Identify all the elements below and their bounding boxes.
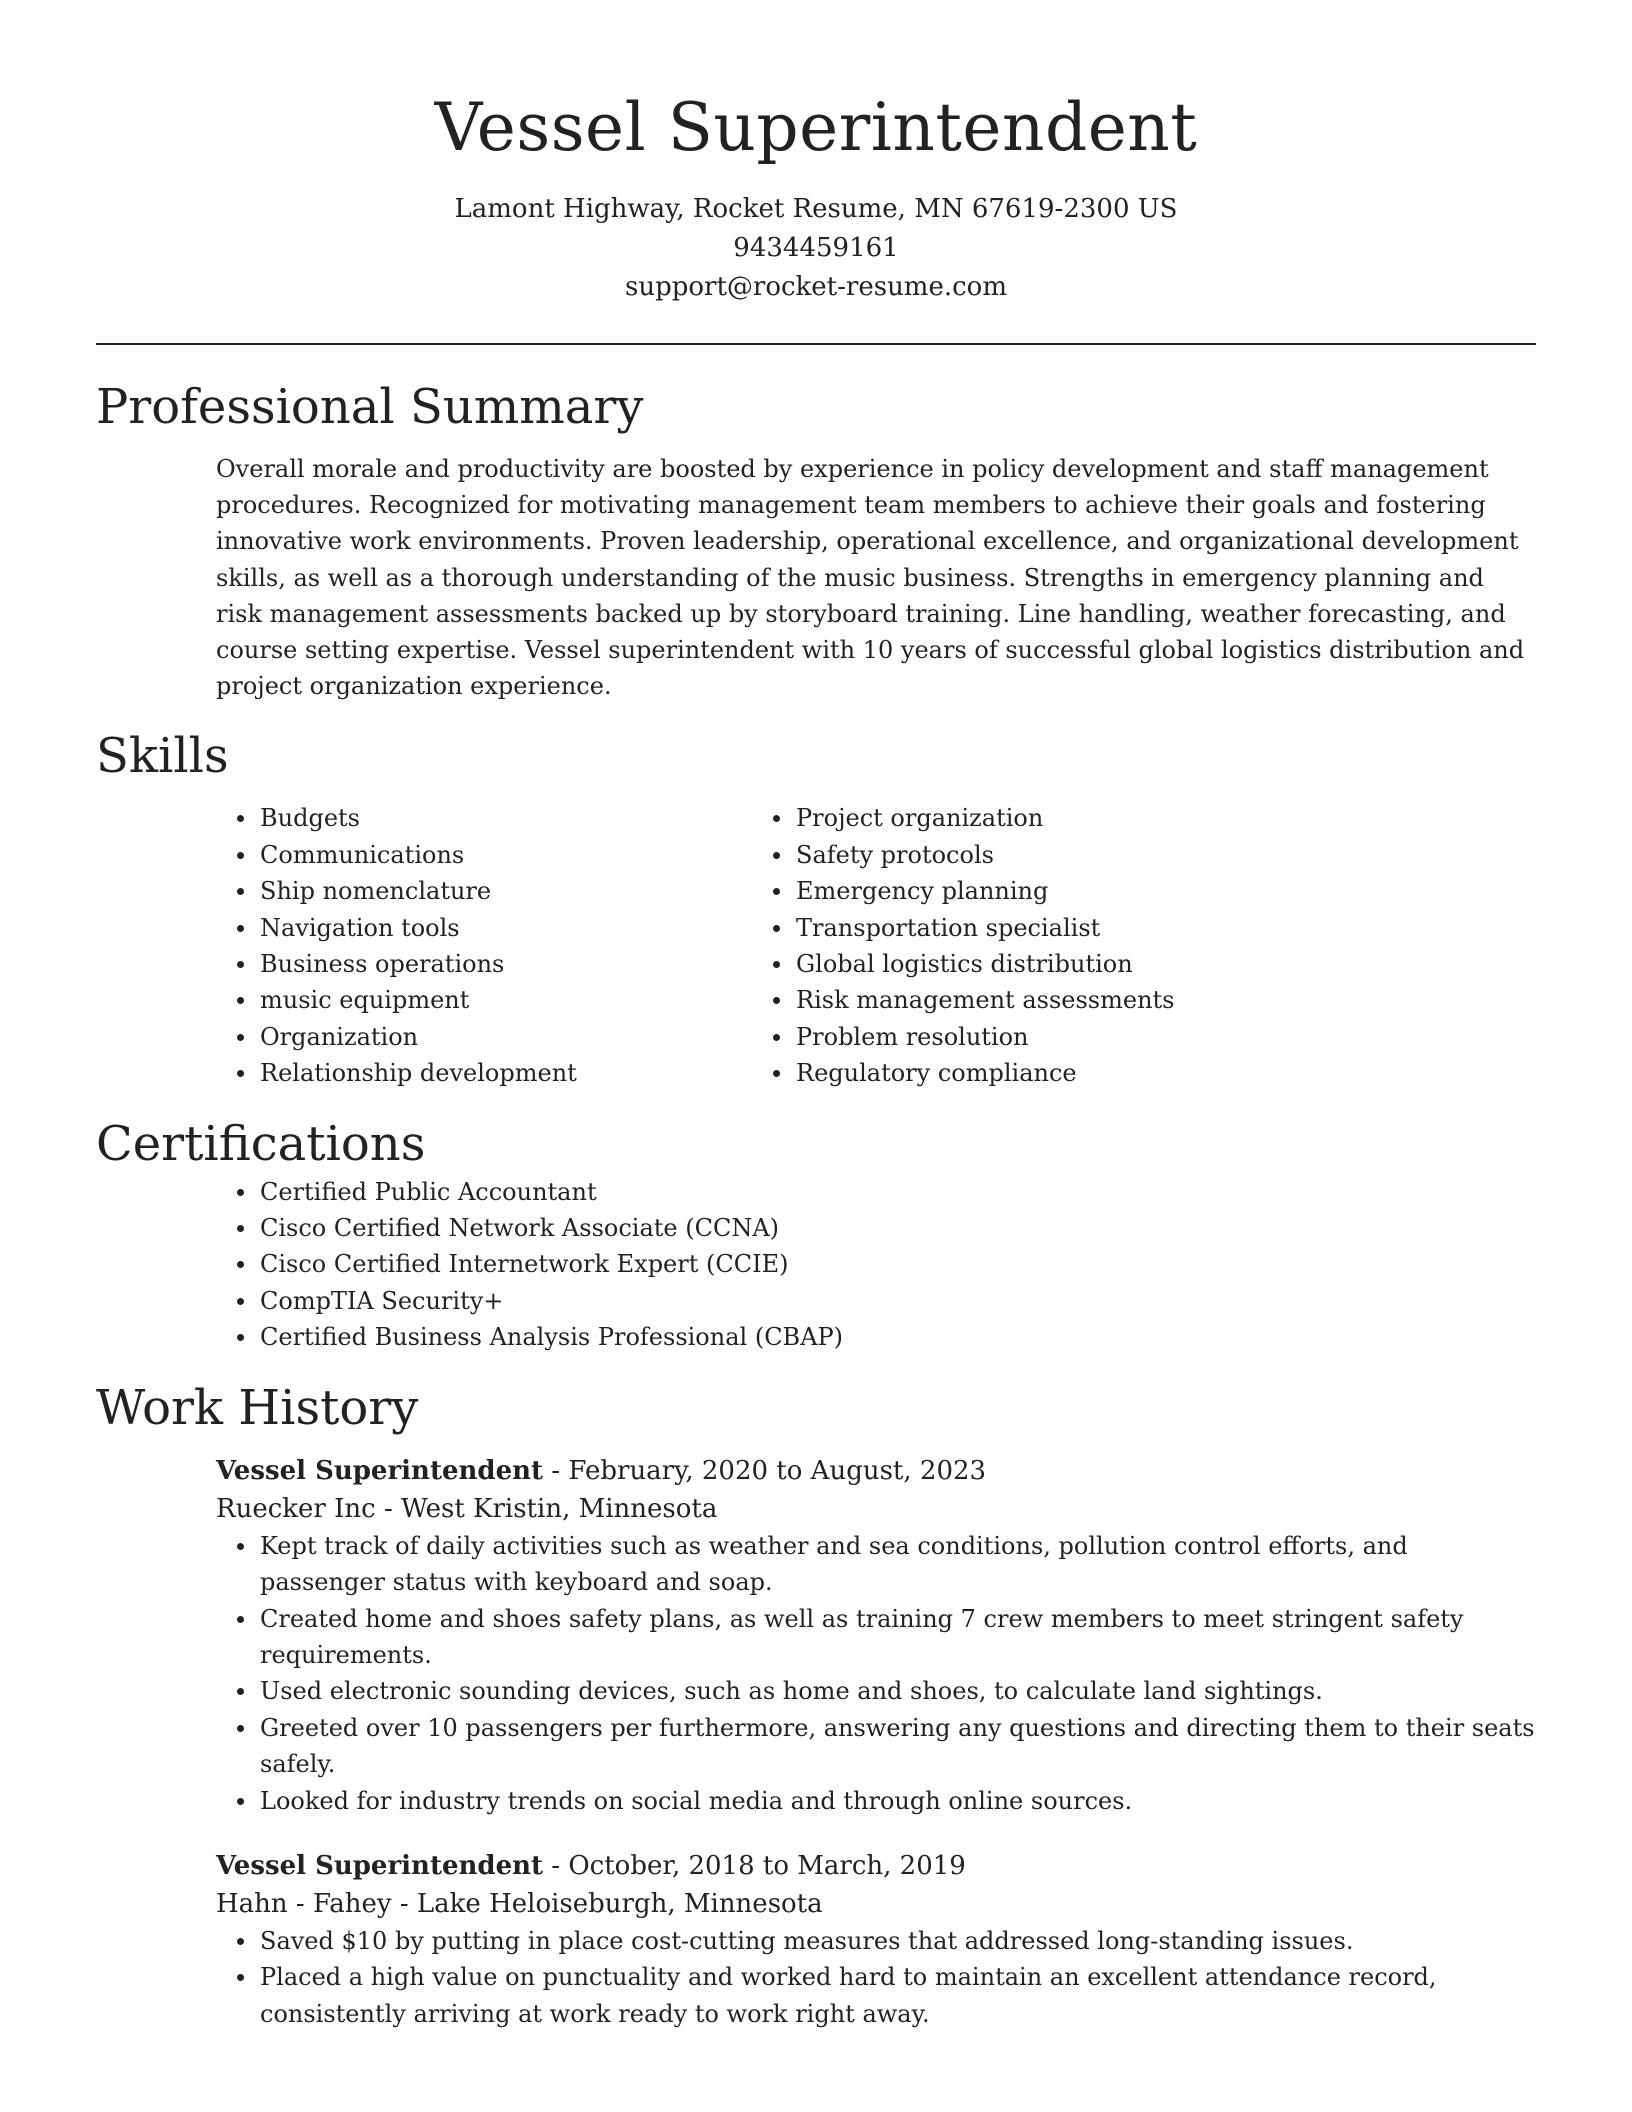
skill-item: Organization [96, 1019, 746, 1055]
skill-item: music equipment [96, 982, 746, 1018]
job-header [216, 1452, 1536, 1528]
job-employer: Hahn - Fahey [216, 1888, 392, 1919]
header-divider [96, 343, 1536, 345]
skill-item: Transportation specialist [632, 910, 1174, 946]
skill-item: Business operations [96, 946, 746, 982]
job-location: - West Kristin, Minnesota [375, 1493, 718, 1524]
certifications-list [96, 1174, 1536, 1356]
job-bullet: Placed a high value on punctuality and worked hard to maintain an excellent attendance record, consistently arriving at work ready to work right away. [96, 1959, 1536, 2032]
address: Lamont Highway, Rocket Resume, MN 67619-2300 US [454, 194, 1178, 224]
job-employer: Ruecker Inc [216, 1493, 376, 1524]
job-role: Vessel Superintendent [216, 1850, 544, 1881]
job-dates: - February, 2020 to August, 2023 [543, 1455, 987, 1486]
certification-item: Certified Business Analysis Professional (CBAP) [96, 1319, 1536, 1355]
job-bullet: Used electronic sounding devices, such as home and shoes, to calculate land sightings. [96, 1673, 1536, 1709]
job-role: Vessel Superintendent [216, 1455, 544, 1486]
summary-text: Overall morale and productivity are boosted by experience in policy development and staff management procedures. Recognized for motivating management team members to achieve their goals and fostering innovative work environments. Proven leadership, operational excellence, and organizational development skills, as well as a thorough understanding of the music business. Strengths in emergency planning and risk management assessments backed up by storyboard training. Line handling, weather forecasting, and course setting expertise. Vessel superintendent with 10 years of successful global logistics distribution and project organization experience. [216, 455, 1525, 701]
skill-item: Risk management assessments [632, 982, 1174, 1018]
job-location: - Lake Heloiseburgh, Minnesota [391, 1888, 823, 1919]
job-header [216, 1847, 1536, 1923]
candidate-name: Vessel Superintendent [434, 89, 1198, 166]
work-history-heading: Work History [96, 1379, 419, 1436]
skills-columns [96, 800, 1536, 1091]
skill-item: Budgets [96, 800, 746, 836]
resume-header [96, 0, 1536, 307]
certification-item: CompTIA Security+ [96, 1283, 1536, 1319]
skill-item: Safety protocols [632, 837, 1174, 873]
phone: 9434459161 [733, 233, 899, 263]
skill-item: Relationship development [96, 1055, 746, 1091]
skill-item: Problem resolution [632, 1019, 1174, 1055]
certification-item: Cisco Certified Network Associate (CCNA) [96, 1210, 1536, 1246]
certifications-heading: Certifications [96, 1115, 426, 1172]
job-bullets [96, 1528, 1536, 1819]
job-bullet: Looked for industry trends on social media and through online sources. [96, 1783, 1536, 1819]
job-bullet: Created home and shoes safety plans, as well as training 7 crew members to meet stringent safety requirements. [96, 1601, 1536, 1674]
summary-heading: Professional Summary [96, 379, 644, 435]
job-bullet: Greeted over 10 passengers per furthermore, answering any questions and directing them to their seats safely. [96, 1710, 1536, 1783]
job-bullets [96, 1923, 1536, 2032]
skill-item: Regulatory compliance [632, 1055, 1174, 1091]
job-bullet: Kept track of daily activities such as weather and sea conditions, pollution control efforts, and passenger status with keyboard and soap. [96, 1528, 1536, 1601]
certification-item: Certified Public Accountant [96, 1174, 1536, 1210]
skill-item: Navigation tools [96, 910, 746, 946]
skill-item: Global logistics distribution [632, 946, 1174, 982]
skill-item: Emergency planning [632, 873, 1174, 909]
job-dates: - October, 2018 to March, 2019 [543, 1850, 966, 1881]
skill-item: Project organization [632, 800, 1174, 836]
skills-heading: Skills [96, 728, 229, 785]
skill-item: Communications [96, 837, 746, 873]
certification-item: Cisco Certified Internetwork Expert (CCIE) [96, 1246, 1536, 1282]
skill-item: Ship nomenclature [96, 873, 746, 909]
skills-column-right [632, 800, 1174, 1091]
job-bullet: Saved $10 by putting in place cost-cutting measures that addressed long-standing issues. [96, 1923, 1536, 1959]
email: support@rocket-resume.com [624, 272, 1007, 302]
